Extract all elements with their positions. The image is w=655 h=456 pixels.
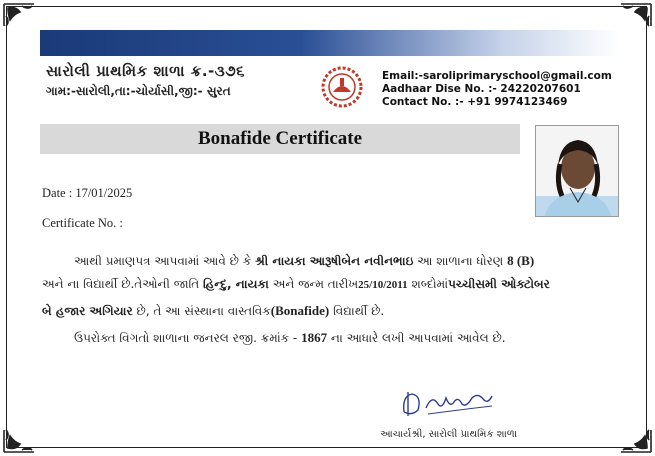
header-banner bbox=[40, 30, 620, 56]
body-line-3 bbox=[42, 303, 622, 319]
corner-ornament-icon bbox=[2, 428, 36, 454]
contact-block bbox=[382, 70, 612, 109]
issue-date bbox=[42, 186, 132, 201]
date-label: Date : bbox=[42, 186, 73, 200]
school-dise-number: Aadhaar Dise No. :- 24220207601 bbox=[382, 83, 581, 95]
student-caste: હિન્દુ, નાયકા bbox=[203, 277, 269, 291]
corner-ornament-icon bbox=[619, 428, 653, 454]
body-text: શબ્દોમાં bbox=[411, 277, 449, 291]
body-text: અને જન્મ તારીખ bbox=[272, 277, 359, 291]
student-photo bbox=[535, 125, 619, 217]
principal-signature-icon bbox=[398, 384, 498, 420]
body-text: ના આધારે લખી આપવામાં આવેલ છે. bbox=[330, 331, 506, 345]
general-register-number: 1867 bbox=[301, 330, 328, 345]
body-text: ઉપરોક્ત વિગતો શાળાના જનરલ રજી. ક્રમાંક - bbox=[74, 331, 298, 345]
certificate-title: Bonafide Certificate bbox=[197, 128, 363, 149]
student-standard: 8 (B) bbox=[507, 253, 535, 268]
school-name: સારોલી પ્રાથમિક શાળા ક્ર.-૩૭૬ bbox=[46, 62, 246, 80]
school-contact-number: Contact No. :- +91 9974123469 bbox=[382, 96, 568, 108]
school-email: Email:-saroliprimaryschool@gmail.com bbox=[382, 70, 612, 82]
student-dob: 25/10/2011 bbox=[358, 279, 408, 291]
body-text: છે, તે આ સંસ્થાના વાસ્તવિક bbox=[136, 304, 271, 318]
body-text: આ શાળાના ધોરણ bbox=[417, 254, 504, 268]
student-name: શ્રી નાયકા આરૂષીબેન નવીનભાઇ bbox=[255, 254, 414, 268]
body-text: વિદ્યાર્થી છે. bbox=[333, 304, 385, 318]
dob-in-words: પચ્ચીસમી ઓક્ટોબર bbox=[448, 277, 550, 291]
dob-in-words-year: બે હજાર અગિયાર bbox=[42, 304, 133, 318]
body-line-2 bbox=[42, 277, 622, 292]
corner-ornament-icon bbox=[619, 2, 653, 28]
body-line-4 bbox=[74, 330, 654, 346]
certificate-number-label: Certificate No. : bbox=[42, 216, 123, 230]
body-text: અને ના વિદ્યાર્થી છે.તેઓની જાતિ bbox=[42, 277, 200, 291]
signatory-label: આચાર્યશ્રી, સારોલી પ્રાથમિક શાળા bbox=[380, 429, 518, 440]
body-line-1 bbox=[74, 253, 654, 269]
body-text: આથી પ્રમાણપત્ર આપવામાં આવે છે કે bbox=[74, 254, 252, 268]
school-logo-icon bbox=[313, 66, 371, 108]
bonafide-word: (Bonafide) bbox=[270, 303, 330, 318]
school-address: ગામ:-સારોલી,તા:-ચોર્યાસી,જી:- સુરત bbox=[46, 84, 231, 98]
date-value: 17/01/2025 bbox=[75, 186, 133, 200]
corner-ornament-icon bbox=[2, 2, 36, 28]
